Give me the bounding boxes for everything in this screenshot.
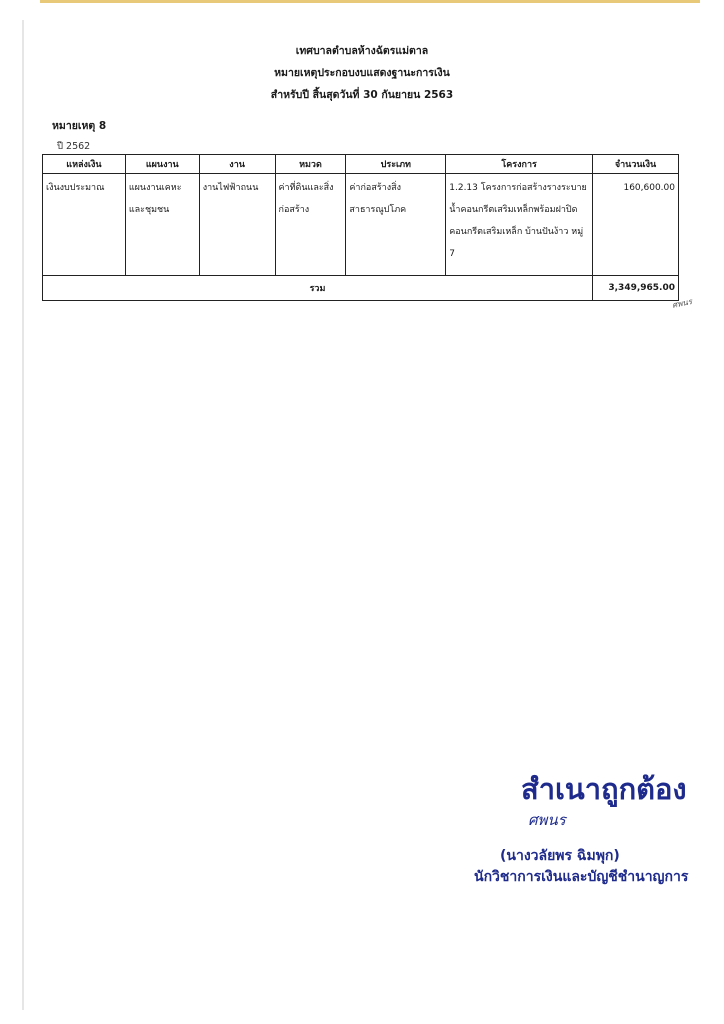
total-label: รวม (43, 276, 593, 301)
cell-plan: แผนงานเคหะและชุมชน (125, 174, 199, 276)
cell-work: งานไฟฟ้าถนน (199, 174, 275, 276)
org-name: เทศบาลตำบลห้างฉัตรแม่ตาล (295, 45, 429, 57)
total-amount: 3,349,965.00 (593, 276, 679, 301)
signer-name: (นางวลัยพร ฉิมพุก) (500, 848, 620, 864)
table-row (43, 174, 679, 276)
signer-position: นักวิชาการเงินและบัญชีชำนาญการ (474, 869, 689, 885)
cell-amount: 160,600.00 (593, 174, 679, 276)
col-header-work: งาน (199, 155, 275, 174)
col-header-source: แหล่งเงิน (43, 155, 126, 174)
cell-type: ค่าก่อสร้างสิ่งสาธารณูปโภค (346, 174, 446, 276)
col-header-amount: จำนวนเงิน (593, 155, 679, 174)
year-label: ปี 2562 (57, 141, 91, 152)
col-header-category: หมวด (275, 155, 346, 174)
initial-mark: ศพนร (671, 297, 693, 310)
table-header-row (43, 155, 679, 174)
cell-category: ค่าที่ดินและสิ่งก่อสร้าง (275, 174, 346, 276)
cell-source: เงินงบประมาณ (43, 174, 126, 276)
document-title: หมายเหตุประกอบงบแสดงฐานะการเงิน (274, 67, 450, 79)
col-header-plan: แผนงาน (125, 155, 199, 174)
note-number: หมายเหตุ 8 (52, 120, 107, 132)
period-line: สำหรับปี สิ้นสุดวันที่ 30 กันยายน 2563 (270, 89, 454, 101)
financial-table (42, 154, 679, 301)
col-header-project: โครงการ (446, 155, 593, 174)
total-row (43, 276, 679, 301)
cell-project: 1.2.13 โครงการก่อสร้างรางระบายน้ำคอนกรีตเสริมเหล็กพร้อมฝาปิดคอนกรีตเสริมเหล็ก บ้านปันง้าว หมู่ 7 (446, 174, 593, 276)
certified-copy-stamp: สำเนาถูกต้อง (521, 772, 687, 806)
col-header-type: ประเภท (346, 155, 446, 174)
scan-edge (22, 20, 24, 1010)
top-edge-line (40, 0, 700, 3)
signature: ศพนร (528, 811, 566, 829)
